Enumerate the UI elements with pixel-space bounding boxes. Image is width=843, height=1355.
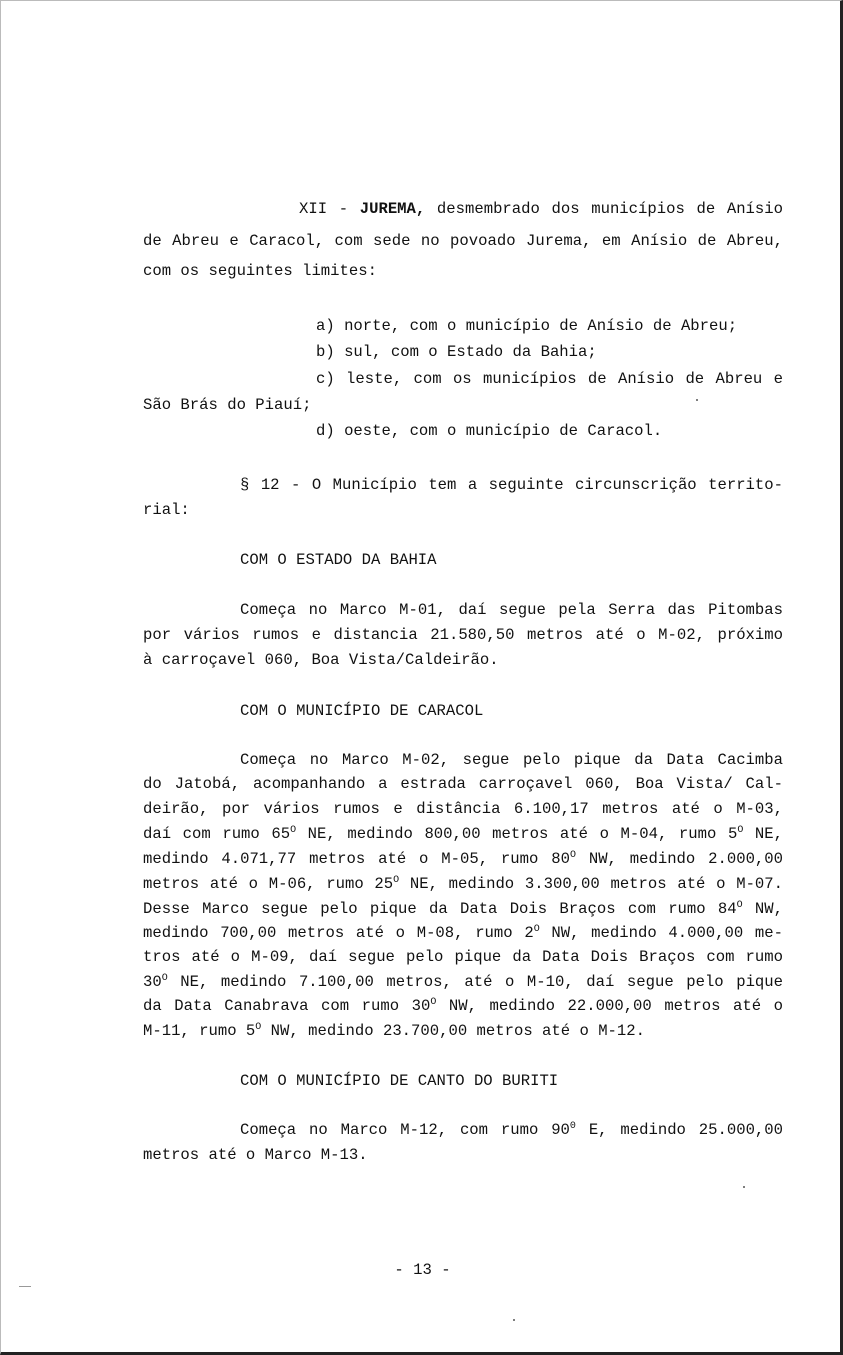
page-number: - 13 - [394, 1261, 451, 1279]
degree-sign: O [569, 850, 576, 861]
scan-speck [696, 399, 698, 401]
scan-mark [19, 1286, 31, 1287]
caracol-line-1: Começa no Marco M-02, segue pelo pique da Data Cacimba [240, 751, 783, 769]
degree-sign: O [161, 973, 168, 984]
caracol-line-12-a: M-11, rumo 5 [143, 1022, 256, 1040]
scan-speck [743, 1186, 745, 1188]
canto-do-buriti-line-1 [240, 1120, 783, 1140]
caracol-line-9: tros até o M-09, daí segue pelo pique da Data Dois Braços com rumo [143, 948, 783, 966]
caracol-line-11 [143, 996, 783, 1016]
caracol-line-10-a: 30 [143, 973, 162, 991]
heading-caracol: COM O MUNICÍPIO DE CARACOL [240, 702, 484, 720]
degree-sign: O [430, 997, 437, 1008]
limit-west: d) oeste, com o município de Caracol. [316, 422, 663, 440]
heading-canto-do-buriti: COM O MUNICÍPIO DE CANTO DO BURITI [240, 1072, 559, 1090]
limit-east-line-2: São Brás do Piauí; [143, 396, 312, 414]
canto-do-buriti-line-1-b: E, medindo 25.000,00 [575, 1121, 784, 1139]
section-xii-name: JUREMA, [359, 200, 426, 218]
caracol-line-2: do Jatobá, acompanhando a estrada carroçavel 060, Boa Vista/ Cal- [143, 775, 783, 793]
caracol-line-3: deirão, por vários rumos e distância 6.100,17 metros até o M-03, [143, 800, 783, 818]
scan-speck [513, 1319, 515, 1321]
caracol-line-12 [143, 1021, 783, 1041]
caracol-line-8 [143, 923, 783, 943]
bahia-line-1: Começa no Marco M-01, daí segue pela Serra das Pitombas [240, 601, 783, 619]
section-xii-line-1-rest: desmembrado dos municípios de Anísio [425, 200, 783, 218]
canto-do-buriti-line-2: metros até o Marco M-13. [143, 1146, 368, 1164]
heading-bahia: COM O ESTADO DA BAHIA [240, 551, 437, 569]
degree-sign: 0 [569, 1121, 576, 1132]
paragraph-12-line-2: rial: [143, 501, 190, 519]
section-xii-line-3: com os seguintes limites: [143, 262, 377, 280]
limit-east-line-1: c) leste, com os municípios de Anísio de Abreu e [316, 370, 783, 388]
caracol-line-5-b: NW, medindo 2.000,00 [575, 850, 784, 868]
degree-sign: O [290, 825, 297, 836]
caracol-line-11-a: da Data Canabrava com rumo 30 [143, 997, 431, 1015]
section-xii-prefix: XII - [299, 200, 360, 218]
caracol-line-7-b: NW, [742, 900, 783, 918]
limit-south: b) sul, com o Estado da Bahia; [316, 343, 597, 361]
caracol-line-8-a: medindo 700,00 metros até o M-08, rumo 2 [143, 924, 534, 942]
section-xii-line-2: de Abreu e Caracol, com sede no povoado Jurema, em Anísio de Abreu, [143, 232, 783, 250]
canto-do-buriti-line-1-a: Começa no Marco M-12, com rumo 90 [240, 1121, 570, 1139]
caracol-line-4-c: NE, [743, 825, 783, 843]
paragraph-12-line-1: § 12 - O Município tem a seguinte circunscrição territo- [240, 476, 783, 494]
caracol-line-7 [143, 899, 783, 919]
bahia-line-3: à carroçavel 060, Boa Vista/Caldeirão. [143, 651, 499, 669]
caracol-line-4-b: NE, medindo 800,00 metros até o M-04, rumo 5 [296, 825, 738, 843]
caracol-line-6 [143, 874, 783, 894]
degree-sign: O [737, 825, 744, 836]
caracol-line-4 [143, 824, 783, 844]
caracol-line-5 [143, 849, 783, 869]
caracol-line-6-a: metros até o M-06, rumo 25 [143, 875, 394, 893]
caracol-line-8-b: NW, medindo 4.000,00 me- [539, 924, 783, 942]
caracol-line-12-b: NW, medindo 23.700,00 metros até o M-12. [261, 1022, 645, 1040]
caracol-line-6-b: NE, medindo 3.300,00 metros até o M-07. [399, 875, 783, 893]
caracol-line-10-b: NE, medindo 7.100,00 metros, até o M-10, daí segue pelo pique [167, 973, 783, 991]
caracol-line-5-a: medindo 4.071,77 metros até o M-05, rumo 80 [143, 850, 570, 868]
degree-sign: O [255, 1022, 262, 1033]
caracol-line-4-a: daí com rumo 65 [143, 825, 291, 843]
limit-north: a) norte, com o município de Anísio de Abreu; [316, 317, 738, 335]
caracol-line-11-b: NW, medindo 22.000,00 metros até o [436, 997, 783, 1015]
caracol-line-10 [143, 972, 783, 992]
degree-sign: O [393, 875, 400, 886]
bahia-line-2: por vários rumos e distancia 21.580,50 metros até o M-02, próximo [143, 626, 783, 644]
degree-sign: O [736, 900, 743, 911]
degree-sign: O [533, 924, 540, 935]
caracol-line-7-a: Desse Marco segue pelo pique da Data Dois Braços com rumo 84 [143, 900, 737, 918]
section-xii-line-1 [299, 199, 783, 219]
